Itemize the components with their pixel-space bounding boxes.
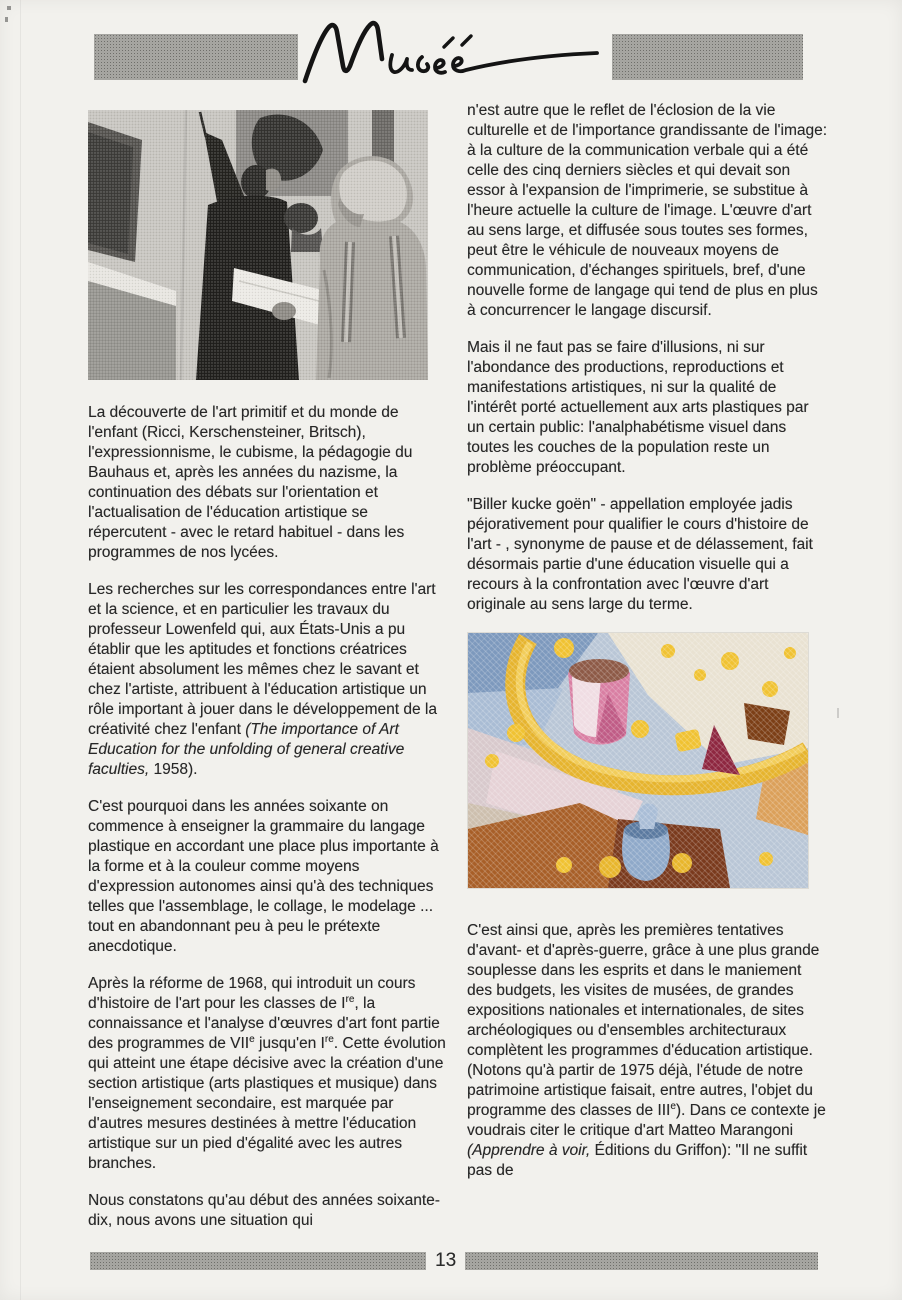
text-run: La découverte de l'art primitif et du monde de l'enfant (Ricci, Kerschensteiner, Britsch), l'expressionnisme, le cubisme, la pédagogie du Bauhaus et, après les années du nazisme, la continuation des débats sur l'orientation et l'actualisation de l'éducation artistique se répercutent - avec le retard habituel - dans les programmes de nos lycées. <box>88 404 413 561</box>
paragraph <box>88 403 446 563</box>
left-text-column <box>88 403 446 1248</box>
header-halftone-bar-right <box>612 34 803 80</box>
still-life-painting-graphic <box>468 633 808 888</box>
scan-edge-line <box>20 0 21 1300</box>
text-run: (The importance of Art Education for the unfolding of general creative faculties, <box>88 721 405 778</box>
text-run: Mais il ne faut pas se faire d'illusions, ni sur l'abondance des productions, reproductions et manifestations artistiques, ni sur la qualité de l'intérêt porté actuellement aux arts plastiques par un certain public: l'analphabétisme visuel dans toutes les couches de la population reste un problème préoccupant. <box>467 339 809 476</box>
text-run: Après la réforme de 1968, qui introduit un cours d'histoire de l'art pour les classes de I <box>88 975 416 1012</box>
gallery-visit-photo-graphic <box>88 110 428 380</box>
text-run: , la connaissance et l'analyse d'œuvres d'art font partie des programmes de VII <box>88 995 440 1052</box>
scan-artifact <box>837 708 839 718</box>
gallery-visit-photo <box>88 110 428 380</box>
text-run: n'est autre que le reflet de l'éclosion de la vie culturelle et de l'importance grandissante de l'image: à la culture de la communication verbale qui a été celle des cinq derniers siècles et qui devait son essor à l'expansion de l'imprimerie, se substitue à l'heure actuelle la culture de l'image. L'œuvre d'art au sens large, et diffusée sous toutes ses formes, peut être le véhicule de nouveaux moyens de communication, d'échanges spirituels, bref, d'une nouvelle forme de langage qui tend de plus en plus à concurrencer le langage discursif. <box>467 102 828 319</box>
paragraph <box>88 1191 446 1231</box>
text-run: Nous constatons qu'au début des années soixante-dix, nous avons une situation qui <box>88 1192 440 1229</box>
musee-script-title <box>298 20 606 90</box>
header-halftone-bar-left <box>94 34 298 80</box>
still-life-painting <box>467 632 809 889</box>
page-number: 13 <box>435 1250 457 1271</box>
footer-halftone-bar-left <box>90 1252 426 1270</box>
footer-halftone-bar-right <box>465 1252 818 1270</box>
text-run: (Apprendre à voir, <box>467 1142 591 1159</box>
scan-artifact <box>5 17 8 22</box>
text-run: e <box>249 1033 255 1045</box>
right-column-top-paragraphs <box>467 101 829 615</box>
paragraph <box>467 338 829 478</box>
text-run: C'est ainsi que, après les premières tentatives d'avant- et d'après-guerre, grâce à une plus grande souplesse dans les esprits et dans le maniement des budgets, les visites de musées, de grandes expositions nationales et internationales, de sites archéologiques ou d'ensembles architecturaux complètent les programmes d'éducation artistique. (Notons qu'à partir de 1975 déjà, l'étude de notre patrimoine artistique faisait, entre autres, l'objet du programme des classes de III <box>467 922 820 1119</box>
text-run: 1958). <box>149 761 198 778</box>
text-run: re <box>324 1033 334 1045</box>
text-run: ). Dans ce contexte je voudrais citer le critique d'art Matteo Marangoni <box>467 1102 826 1139</box>
paragraph <box>467 921 829 1181</box>
paragraph <box>467 495 829 615</box>
text-run: Éditions du Griffon): "Il ne suffit pas de <box>467 1142 808 1179</box>
right-text-column <box>467 101 829 1198</box>
text-run: e <box>670 1100 676 1112</box>
text-run: C'est pourquoi dans les années soixante on commence à enseigner la grammaire du langage plastique en accordant une place plus importante à la forme et à la couleur comme moyens d'expression autonomes ainsi qu'à des techniques telles que l'assemblage, le collage, le modelage ... tout en abandonnant peu à peu le prétexte anecdotique. <box>88 798 439 955</box>
text-run: re <box>345 993 355 1005</box>
scan-artifact <box>7 6 11 10</box>
text-run: jusqu'en I <box>254 1035 325 1052</box>
paragraph <box>467 101 829 321</box>
paragraph <box>88 580 446 780</box>
handwritten-musee-signature <box>298 20 606 90</box>
paragraph <box>88 797 446 957</box>
right-column-bottom-paragraphs <box>467 921 829 1181</box>
text-run: "Biller kucke goën" - appellation employée jadis péjorativement pour qualifier le cours d'histoire de l'art - , synonyme de pause et de délassement, fait désormais partie d'une éducation visuelle qui a recours à la confrontation avec l'œuvre d'art originale au sens large du terme. <box>467 496 813 613</box>
paragraph <box>88 974 446 1174</box>
text-run: Les recherches sur les correspondances entre l'art et la science, et en particulier les travaux du professeur Lowenfeld qui, aux États-Unis a pu établir que les aptitudes et fonctions créatrices étaient absolument les mêmes chez le savant et chez l'artiste, attribuent à l'éducation artistique un rôle important à jouer dans le développement de la créativité chez l'enfant <box>88 581 437 738</box>
text-run: . Cette évolution qui atteint une étape décisive avec la création d'une section artistique (arts plastiques et musique) dans l'enseignement secondaire, est marquée par d'autres mesures destinées à mettre l'éducation artistique sur un pied d'égalité avec les autres branches. <box>88 1035 446 1172</box>
page-footer <box>90 1252 818 1270</box>
